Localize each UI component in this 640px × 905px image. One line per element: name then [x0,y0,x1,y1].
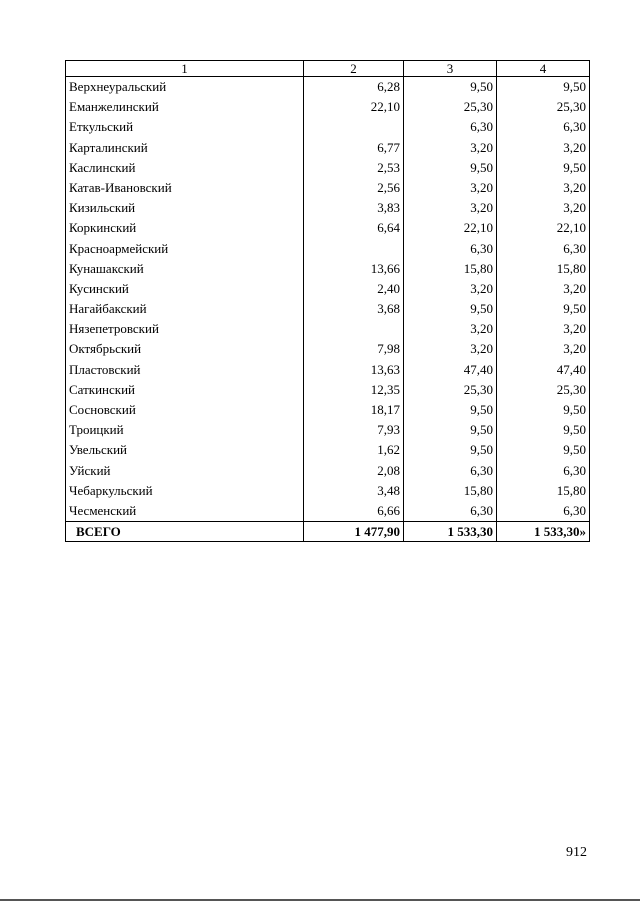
table-row [66,400,590,420]
value-cell-col-4: 6,30 [497,239,590,259]
value-cell-col-4: 3,20 [497,138,590,158]
value-cell-col-4: 47,40 [497,360,590,380]
value-cell-col-3: 3,20 [404,198,497,218]
table-row [66,339,590,359]
table-row [66,117,590,137]
value-cell-col-2: 13,63 [304,360,404,380]
value-cell-col-3: 3,20 [404,279,497,299]
bottom-rule [0,899,640,901]
table-row [66,77,590,98]
value-cell-col-2: 6,28 [304,77,404,98]
value-cell-col-2: 7,93 [304,420,404,440]
value-cell-col-3: 22,10 [404,218,497,238]
value-cell-col-3: 15,80 [404,259,497,279]
district-name-cell: Катав-Ивановский [66,178,304,198]
value-cell-col-4: 3,20 [497,279,590,299]
value-cell-col-3: 3,20 [404,339,497,359]
value-cell-col-4: 9,50 [497,400,590,420]
value-cell-col-2 [304,117,404,137]
district-name-cell: Увельский [66,440,304,460]
district-name-cell: Троицкий [66,420,304,440]
value-cell-col-4: 22,10 [497,218,590,238]
district-name-cell: Уйский [66,461,304,481]
column-header-1: 1 [66,61,304,77]
table-header [66,61,590,77]
district-name-cell: Еманжелинский [66,97,304,117]
value-cell-col-4: 6,30 [497,461,590,481]
value-cell-col-4: 25,30 [497,380,590,400]
value-cell-col-3: 25,30 [404,97,497,117]
column-header-3: 3 [404,61,497,77]
value-cell-col-2: 3,48 [304,481,404,501]
table-row [66,279,590,299]
page-number: 912 [566,845,587,860]
district-name-cell: Чесменский [66,501,304,522]
value-cell-col-3: 6,30 [404,117,497,137]
table-row [66,440,590,460]
table-row [66,158,590,178]
table-row [66,218,590,238]
value-cell-col-4: 9,50 [497,420,590,440]
value-cell-col-2: 2,56 [304,178,404,198]
value-cell-col-2: 13,66 [304,259,404,279]
value-cell-col-2: 3,68 [304,299,404,319]
district-name-cell: Коркинский [66,218,304,238]
total-cell-4: 1 533,30» [497,522,590,542]
value-cell-col-4: 9,50 [497,440,590,460]
value-cell-col-3: 9,50 [404,158,497,178]
value-cell-col-3: 9,50 [404,420,497,440]
value-cell-col-2: 2,08 [304,461,404,481]
table-footer [66,522,590,542]
district-name-cell: Карталинский [66,138,304,158]
value-cell-col-2: 7,98 [304,339,404,359]
value-cell-col-3: 3,20 [404,138,497,158]
total-row [66,522,590,542]
value-cell-col-2: 18,17 [304,400,404,420]
table-row [66,259,590,279]
value-cell-col-4: 6,30 [497,117,590,137]
value-cell-col-3: 9,50 [404,299,497,319]
district-name-cell: Октябрьский [66,339,304,359]
table-row [66,501,590,522]
value-cell-col-4: 9,50 [497,158,590,178]
table-row [66,239,590,259]
value-cell-col-4: 3,20 [497,319,590,339]
value-cell-col-2: 22,10 [304,97,404,117]
value-cell-col-2: 6,66 [304,501,404,522]
value-cell-col-2: 1,62 [304,440,404,460]
district-name-cell: Красноармейский [66,239,304,259]
value-cell-col-2: 2,53 [304,158,404,178]
value-cell-col-3: 9,50 [404,77,497,98]
value-cell-col-4: 15,80 [497,481,590,501]
value-cell-col-2 [304,239,404,259]
district-name-cell: Еткульский [66,117,304,137]
table-row [66,420,590,440]
value-cell-col-4: 9,50 [497,77,590,98]
value-cell-col-4: 6,30 [497,501,590,522]
district-name-cell: Кунашакский [66,259,304,279]
value-cell-col-3: 15,80 [404,481,497,501]
table-row [66,198,590,218]
table-row [66,380,590,400]
column-header-4: 4 [497,61,590,77]
value-cell-col-2: 6,77 [304,138,404,158]
value-cell-col-3: 3,20 [404,319,497,339]
district-name-cell: Саткинский [66,380,304,400]
table-row [66,360,590,380]
district-name-cell: Верхнеуральский [66,77,304,98]
district-name-cell: Кусинский [66,279,304,299]
value-cell-col-4: 3,20 [497,198,590,218]
table-row [66,319,590,339]
table-row [66,138,590,158]
table-row [66,97,590,117]
table-row [66,178,590,198]
value-cell-col-4: 3,20 [497,339,590,359]
table-row [66,481,590,501]
district-name-cell: Кизильский [66,198,304,218]
value-cell-col-3: 6,30 [404,239,497,259]
table-body [66,77,590,522]
district-name-cell: Нязепетровский [66,319,304,339]
total-cell-2: 1 477,90 [304,522,404,542]
district-name-cell: Пластовский [66,360,304,380]
district-name-cell: Каслинский [66,158,304,178]
value-cell-col-4: 9,50 [497,299,590,319]
value-cell-col-4: 25,30 [497,97,590,117]
value-cell-col-3: 6,30 [404,501,497,522]
value-cell-col-3: 9,50 [404,440,497,460]
value-cell-col-2 [304,319,404,339]
value-cell-col-4: 15,80 [497,259,590,279]
district-name-cell: Нагайбакский [66,299,304,319]
value-cell-col-3: 9,50 [404,400,497,420]
district-name-cell: Чебаркульский [66,481,304,501]
total-cell-3: 1 533,30 [404,522,497,542]
data-table [65,60,590,542]
value-cell-col-2: 6,64 [304,218,404,238]
value-cell-col-2: 3,83 [304,198,404,218]
value-cell-col-4: 3,20 [497,178,590,198]
table-row [66,461,590,481]
value-cell-col-3: 6,30 [404,461,497,481]
column-header-2: 2 [304,61,404,77]
value-cell-col-3: 47,40 [404,360,497,380]
total-label: ВСЕГО [66,522,304,542]
table-row [66,299,590,319]
value-cell-col-2: 2,40 [304,279,404,299]
district-name-cell: Сосновский [66,400,304,420]
header-row [66,61,590,77]
value-cell-col-3: 25,30 [404,380,497,400]
value-cell-col-2: 12,35 [304,380,404,400]
value-cell-col-3: 3,20 [404,178,497,198]
